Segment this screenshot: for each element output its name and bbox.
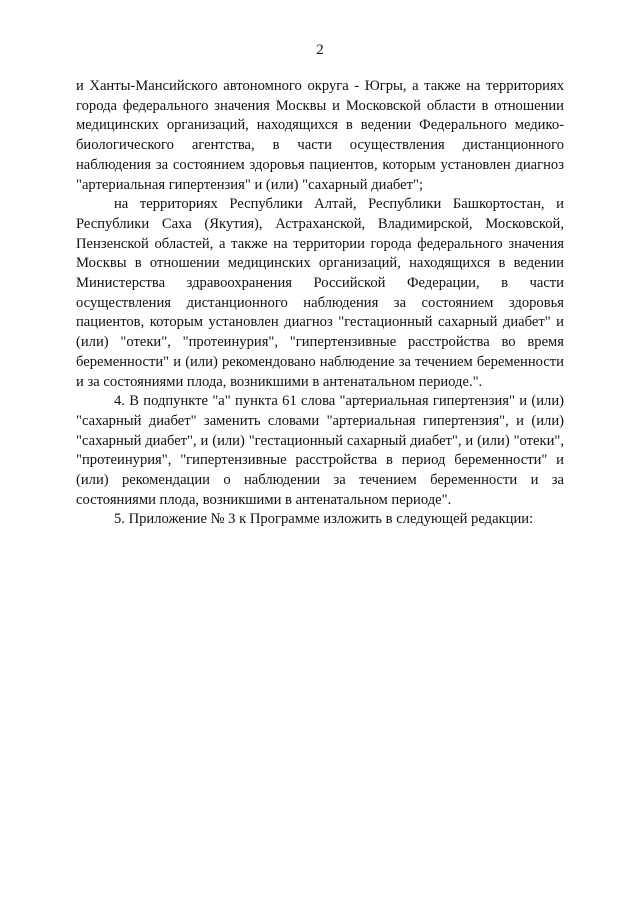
paragraph-continuation: и Ханты-Мансийского автономного округа - Югры, а также на территориях города федерального значения Москвы и Московской области в отношении медицинских организаций, находящихся в ведении Федерального медико-биологического агентства, в части осуществления дистанционного наблюдения за состоянием здоровья пациентов, которым установлен диагноз "артериальная гипертензия" и (или) "сахарный диабет"; <box>76 78 564 193</box>
document-body <box>76 77 564 530</box>
page-number: 2 <box>316 42 324 58</box>
paragraph-item-5: 5. Приложение № 3 к Программе изложить в следующей редакции: <box>114 511 534 528</box>
paragraph-territories: на территориях Республики Алтай, Республики Башкортостан, и Республики Саха (Якутия), Астраханской, Владимирской, Московской, Пензенской областей, а также на территории города федерального значения Москвы в отношении медицинских организаций, находящихся в ведении Министерства здравоохранения Российской Федерации, в части осуществления дистанционного наблюдения за состоянием здоровья пациентов, которым установлен диагноз "гестационный сахарный диабет" и (или) "отеки", "протеинурия", "гипертензивные расстройства во время беременности" и (или) рекомендовано наблюдение за течением беременности и за состояниями плода, возникшими в антенатальном периоде.". <box>76 196 564 390</box>
paragraph-item-4: 4. В подпункте "а" пункта 61 слова "артериальная гипертензия" и (или) "сахарный диабет" заменить словами "артериальная гипертензия", и (или) "сахарный диабет", и (или) "гестационный сахарный диабет", и (или) "отеки", "протеинурия", "гипертензивные расстройства в период беременности" и (или) рекомендации о наблюдении за течением беременности и за состояниями плода, возникшими в антенатальном периоде". <box>76 393 564 508</box>
